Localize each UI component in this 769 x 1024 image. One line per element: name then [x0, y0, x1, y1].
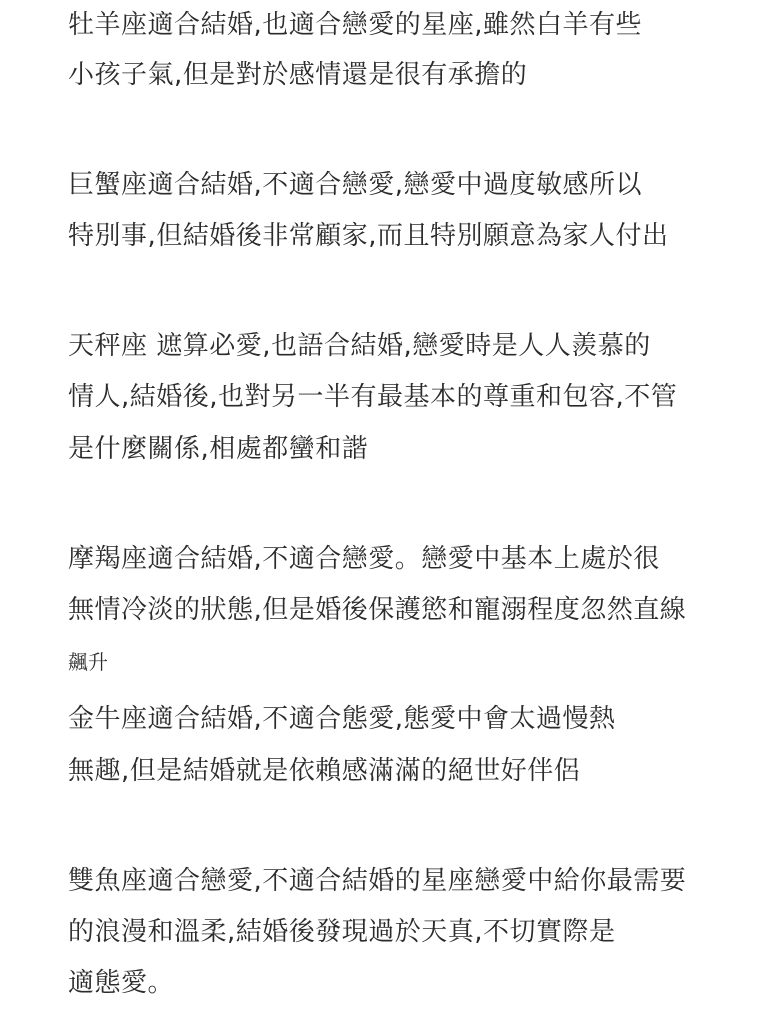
text-line: 金牛座適合結婚,不適合態愛,態愛中會太過慢熱	[68, 704, 616, 734]
text-line: 特別事,但結婚後非常顧家,而且特別願意為家人付出	[68, 221, 669, 251]
text-line: 雙魚座適合戀愛,不適合結婚的星座戀愛中給你最需要	[68, 866, 687, 896]
text-line: 無情冷淡的狀態,但是婚後保護慾和寵溺程度忽然直線	[68, 595, 687, 625]
text-line: 是什麼關係,相處都蠻和諧	[68, 434, 369, 464]
text-line: 情人,結婚後,也對另一半有最基本的尊重和包容,不管	[68, 382, 678, 412]
text-line: 牡羊座適合結婚,也適合戀愛的星座,雖然白羊有些	[68, 10, 643, 40]
text-line: 適態愛。	[68, 968, 175, 998]
text-line: 的浪漫和溫柔,結婚後發現過於天真,不切實際是	[68, 917, 616, 947]
text-line: 天秤座 遮算必愛,也語合結婚,戀愛時是人人羨慕的	[68, 331, 651, 361]
text-line: 飆升	[68, 650, 108, 674]
text-line: 小孩子氣,但是對於感情還是很有承擔的	[68, 60, 528, 90]
text-line: 摩羯座適合結婚,不適合戀愛。戀愛中基本上處於很	[68, 544, 660, 574]
text-line: 無趣,但是結婚就是依賴感滿滿的絕世好伴侶	[68, 756, 581, 786]
text-line: 巨蟹座適合結婚,不適合戀愛,戀愛中過度敏感所以	[68, 170, 643, 200]
